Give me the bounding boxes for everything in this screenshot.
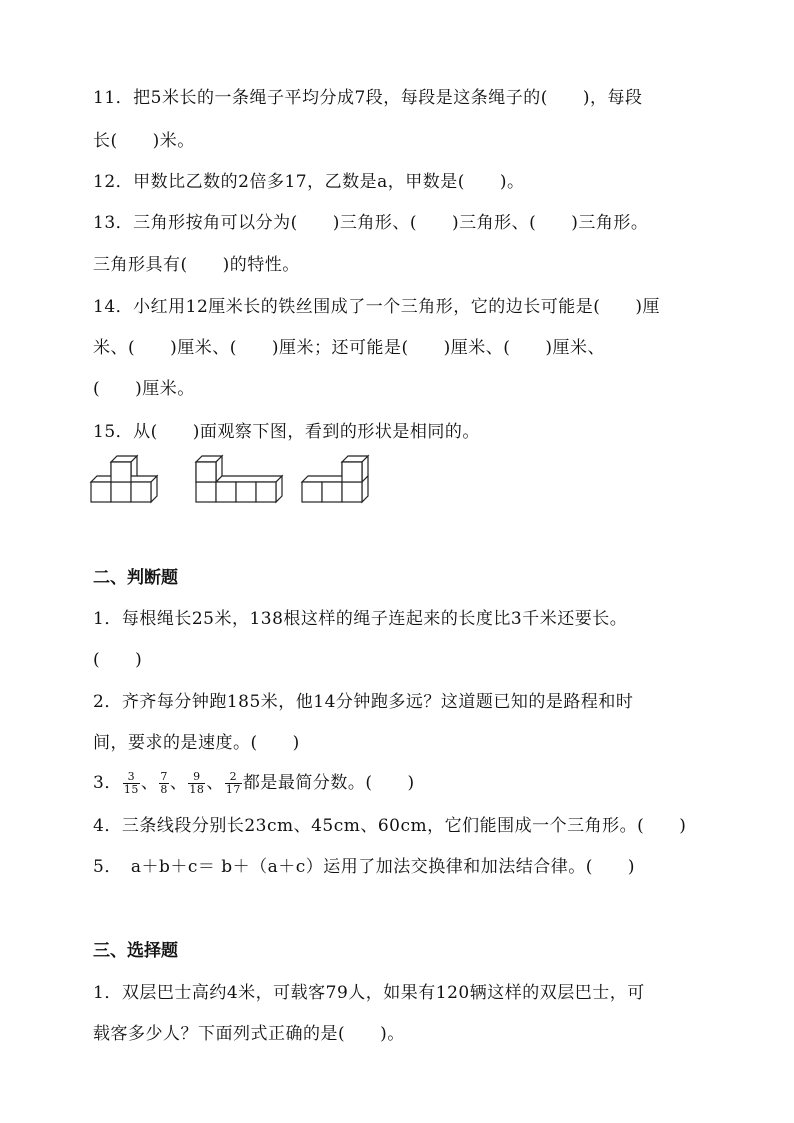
q13-line1: 13．三角形按角可以分为( )三角形、( )三角形、( )三角形。	[93, 213, 649, 233]
q14-line2: 米、( )厘米、( )厘米；还可能是( )厘米、( )厘米、	[93, 338, 606, 358]
judge-q3-suffix: 都是最简分数。( )	[242, 773, 415, 793]
q11-line1: 11．把5米长的一条绳子平均分成7段，每段是这条绳子的( )，每段	[93, 88, 643, 108]
cube-figure-3	[302, 456, 368, 502]
cube-figure-2	[196, 456, 282, 502]
judge-q3-prefix: 3．	[93, 773, 122, 793]
choice-q1-line1: 1．双层巴士高约4米，可载客79人，如果有120辆这样的双层巴士，可	[93, 983, 645, 1003]
section3-heading: 三、选择题	[93, 941, 178, 961]
cube-figures	[88, 452, 378, 510]
cube-figure-1	[91, 456, 157, 502]
q14-line1: 14．小红用12厘米长的铁丝围成了一个三角形，它的边长可能是( )厘	[93, 297, 661, 317]
judge-q1-line2: ( )	[93, 650, 143, 670]
q12-text: 12．甲数比乙数的2倍多17，乙数是a，甲数是( )。	[93, 172, 525, 192]
q11-line2: 长( )米。	[93, 131, 195, 151]
fraction: $\frac{2}{17}$	[225, 770, 241, 796]
judge-q1-line1: 1．每根绳长25米，138根这样的绳子连起来的长度比3千米还要长。	[93, 609, 628, 629]
q14-line3: ( )厘米。	[93, 379, 195, 399]
q15-text: 15．从( )面观察下图，看到的形状是相同的。	[93, 422, 480, 442]
fraction: $\frac{9}{18}$	[189, 770, 205, 796]
judge-q4: 4．三条线段分别长23cm、45cm、60cm，它们能围成一个三角形。( )	[93, 816, 687, 836]
choice-q1-line2: 载客多少人？下面列式正确的是( )。	[93, 1024, 405, 1044]
judge-q2-line2: 间，要求的是速度。( )	[93, 733, 300, 753]
judge-q5: 5． a＋b＋c＝ b＋（a＋c）运用了加法交换律和加法结合律。( )	[93, 857, 636, 877]
fraction: $\frac{3}{15}$	[123, 770, 139, 796]
q13-line2: 三角形具有( )的特性。	[93, 255, 300, 275]
judge-q3: 3． $\frac{3}{15}$ 、 $\frac{7}{8}$ 、 $\frac{9}{18}$ 、 $\frac{2}{17}$ 都是最简分数。( )	[93, 770, 415, 796]
section2-heading: 二、判断题	[93, 568, 178, 588]
fraction: $\frac{7}{8}$	[160, 770, 168, 796]
judge-q2-line1: 2．齐齐每分钟跑185米，他14分钟跑多远？这道题已知的是路程和时	[93, 692, 634, 712]
